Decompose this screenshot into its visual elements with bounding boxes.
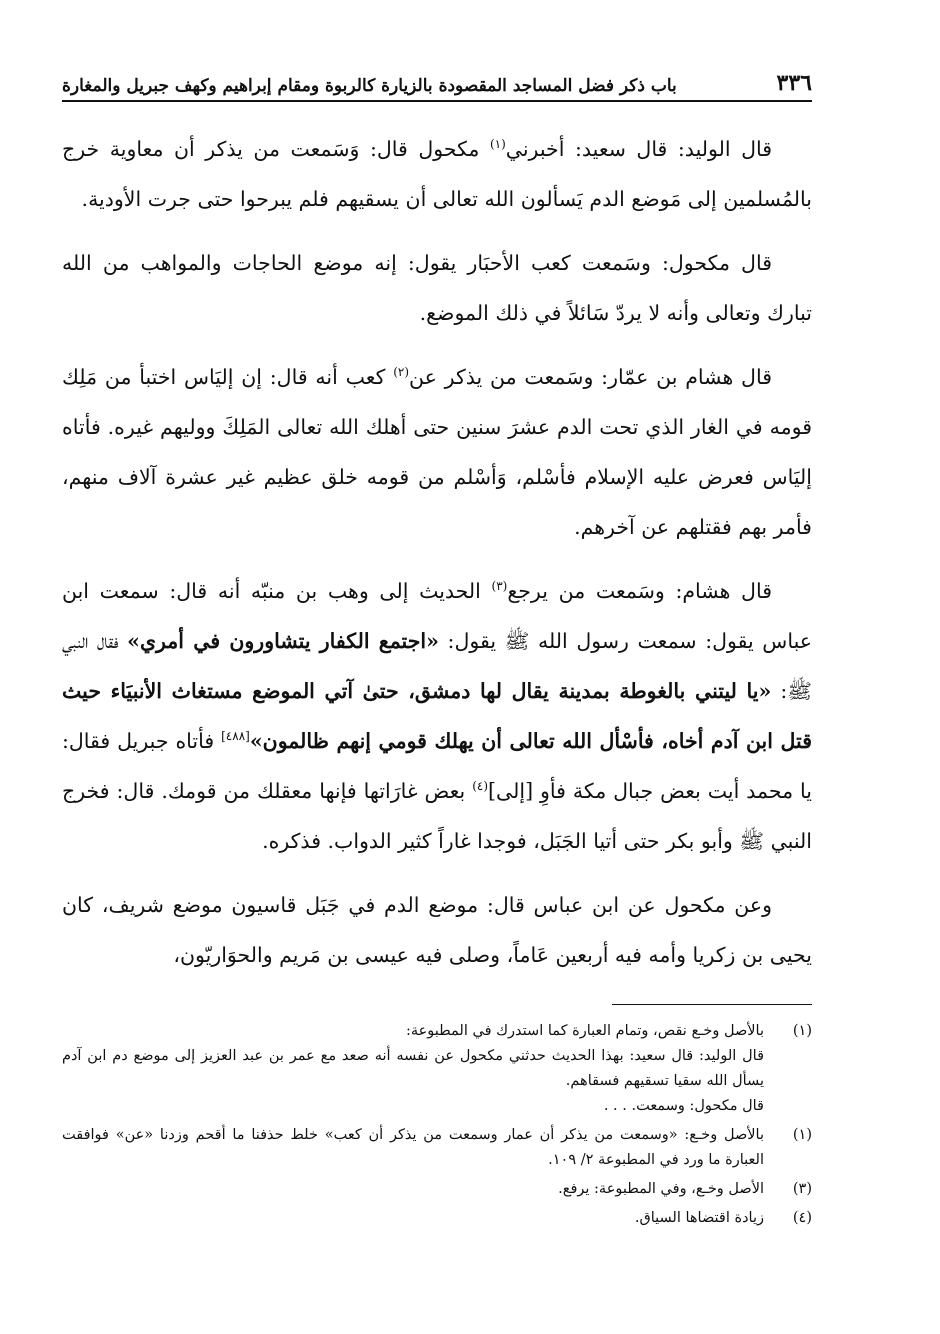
- paragraph-text: كعب أنه قال: إن إليَاس اختبأ من مَلِك قومه في الغار الذي تحت الدم عشرَ سنين حتى أهلك الله تعالى المَلِكَ ووليهم غيره. فأتاه إليَاس فعرض عليه الإسلام فأسْلم، وَأسْلم من قومه خلق عظيم غير عشرة آلاف منهم، فأمر بهم فقتلهم عن آخرهم.: [62, 365, 812, 539]
- footnote-ref-4[interactable]: (٤): [472, 779, 489, 794]
- paragraph-text: فأتاه جبريل فقال: يا محمد أيت بعض جبال مكة فأوِ [إلى]: [62, 729, 812, 803]
- paragraph-1: [62, 124, 812, 224]
- chapter-title: باب ذكر فضل المساجد المقصودة بالزيارة كالربوة ومقام إبراهيم وكهف جبريل والمغارة: [62, 76, 677, 96]
- paragraph-text: قال هشام بن عمّار: وسَمعت من يذكر عن: [409, 365, 772, 389]
- footnote-body: [62, 1206, 764, 1231]
- paragraph-4: [62, 566, 812, 866]
- paragraph-text: بعض غارَاتها فإنها معقلك من قومك. قال: فخرج النبي ﷺ وأبو بكر حتى أتيا الجَبَل، فوجدا غاراً كثير الدواب. فذكره.: [62, 779, 812, 853]
- paragraph-text: وعن مكحول عن ابن عباس قال: موضع الدم في جَبَل قاسيون موضع شريف، كان يحيى بن زكريا وأمه فيه أربعين عَاماً، وصلى فيه عيسى بن مَريم والحوَاريّون،: [62, 893, 812, 967]
- footnote-number: (١): [792, 1023, 812, 1039]
- footnote-ref-3[interactable]: (٣): [491, 579, 508, 594]
- paragraph-text: مكحول قال: وَسَمعت من يذكر أن معاوية خرج بالمُسلمين إلى مَوضع الدم يَسألون الله تعالى أن يسقيهم فلم يبرحوا حتى جرت الأودية.: [62, 137, 812, 211]
- paragraph-text: الحديث إلى وهب بن منبّه أنه قال: سمعت ابن عباس يقول: سمعت رسول الله ﷺ يقول:: [62, 579, 812, 653]
- footnote-number: (٣): [792, 1181, 812, 1197]
- footnote-separator-wrap: [62, 994, 812, 1019]
- footnote-line: بالأصل وخـع نقص، وتمام العبارة كما استدرك في المطبوعة:: [405, 1023, 764, 1039]
- footnote-line: بالأصل وخـع: «وسمعت من يذكر أن عمار وسمعت من يذكر أن كعب» خلط حذفنا ما أقحم وزدنا «عن» فوافقت العبارة ما ورد في المطبوعة ٢/ ١٠٩.: [62, 1127, 764, 1168]
- footnote-3: [62, 1177, 812, 1202]
- main-text: [62, 124, 812, 980]
- footnote-1: [62, 1019, 812, 1119]
- footnote-body: [62, 1123, 764, 1173]
- paragraph-text: فقال النبي ﷺ:: [62, 629, 812, 703]
- page-number: ٣٣٦: [776, 70, 812, 96]
- footnote-line: الأصل وخـع، وفي المطبوعة: يرفع.: [558, 1181, 764, 1197]
- footnote-ref-2[interactable]: (٢): [393, 365, 410, 380]
- footnote-line: قال مكحول: وسمعت. . . .: [603, 1098, 764, 1114]
- paragraph-text: قال الوليد: قال سعيد: أخبرني: [505, 137, 773, 161]
- footnotes: [62, 1019, 812, 1231]
- paragraph-3: [62, 352, 812, 552]
- paragraph-text: قال هشام: وسَمعت من يرجع: [507, 579, 772, 603]
- footnote-4: [62, 1206, 812, 1231]
- hadith-number: [٤٨٨]: [221, 729, 250, 744]
- paragraph-text: قال مكحول: وسَمعت كعب الأحبَار يقول: إنه موضع الحاجات والمواهب من الله تبارك وتعالى وأنه لا يردّ سَائلاً في ذلك الموضع.: [62, 251, 812, 325]
- footnote-number: (٤): [792, 1210, 812, 1226]
- footnote-number: (١): [792, 1127, 812, 1143]
- running-head: [62, 58, 812, 102]
- footnote-body: [62, 1019, 764, 1119]
- footnote-separator: [612, 1004, 812, 1005]
- paragraph-5: [62, 880, 812, 980]
- footnote-ref-1[interactable]: (١): [489, 137, 506, 152]
- footnote-line: قال الوليد: قال سعيد: بهذا الحديث حدثني مكحول عن نفسه أنه صعد مع عمر بن عبد العزيز إلى موضع دم ابن آدم يسأل الله سقيا تسقيهم فسقاهم.: [62, 1048, 764, 1089]
- footnote-body: [62, 1177, 764, 1202]
- footnote-2: [62, 1123, 812, 1173]
- paragraph-2: [62, 238, 812, 338]
- footnote-line: زيادة اقتضاها السياق.: [634, 1210, 764, 1226]
- hadith-quote: «يا ليتني بالغوطة بمدينة يقال لها دمشق، حتىٰ آتي الموضع مستغاث الأنبيَاء حيث قتل ابن آدم أخاه، فأسْأل الله تعالى أن يهلك قومي إنهم ظالمون»: [62, 679, 813, 753]
- hadith-quote: «اجتمع الكفار يتشاورون في أمري»: [127, 629, 439, 653]
- book-page: [62, 58, 812, 1298]
